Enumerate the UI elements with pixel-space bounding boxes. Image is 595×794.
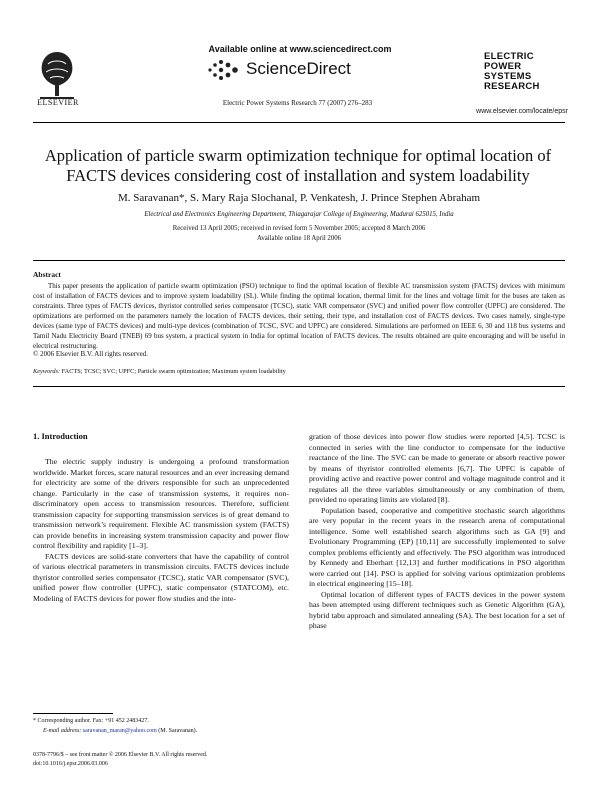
body-paragraph: The electric supply industry is undergoing a profound transformation worldwide. Market forces, scare natural resources and an ever increasing demand for electricity are some of the drivers responsible for such an unprecedented change. Particularly in the case of transmission systems, it requires non-discriminatory open access to transmission resources. Therefore, sufficient transmission capacity for supporting transmission services is of great demand to transmission network’s requirement. Flexible AC transmission system (FACTS) can provide benefits in increasing system transmission capacity and power flow control flexibility and rapidity [1–3]. xyxy=(33,457,289,550)
abstract-body: This paper presents the application of particle swarm optimization (PSO) technique to find the optimal location of flexible AC transmission system (FACTS) devices with minimum cost of installation of FACTS devices and to improve system loadability (SL). While finding the optimal location, thermal limit for the lines and voltage limit for the buses are taken as constraints. Three types of FACTS devices, thyristor controlled series compensator (TCSC), static VAR compensator (SVC) and unified power flow controller (UPFC) are considered. The optimizations are performed on the parameters namely the location of FACTS devices, their setting, their type, and installation cost of FACTS devices. Two cases namely, single-type devices (same type of FACTS devices) and multi-type devices (combination of TCSC, SVC and UPFC) are considered. Simulations are performed on IEEE 6, 30 and 118 bus systems and Tamil Nadu Electricity Board (TNEB) 69 bus system, a practical system in India for optimal location of FACTS devices. The results obtained are quite encouraging and will be useful in electrical restructuring. xyxy=(33,282,565,350)
author-affiliation: Electrical and Electronics Engineering Department, Thiagarajar College of Engineering, Madurai 625015, India xyxy=(144,211,454,218)
article-title: Application of particle swarm optimization technique for optimal location of FACTS devices considering cost of installation and system loadability xyxy=(44,146,552,185)
abstract-divider xyxy=(33,386,565,387)
body-paragraph: Optimal location of different types of FACTS devices in the power system has been attempted using different techniques such as Genetic Algorithm (GA), hybrid tabu approach and simulated annealing (SA). The best location for a set of phase xyxy=(309,589,565,630)
sciencedirect-wordmark: ScienceDirect xyxy=(246,59,351,78)
journal-logo-line: POWER xyxy=(484,61,522,72)
journal-logo-line: ELECTRIC xyxy=(484,51,534,62)
email-label: E-mail address: xyxy=(43,728,82,734)
sciencedirect-logo xyxy=(206,56,406,84)
publisher-name: ELSEVIER xyxy=(37,98,79,107)
available-online-text: Available online at www.sciencedirect.com xyxy=(208,44,392,54)
footnote-divider xyxy=(33,713,113,714)
journal-logo xyxy=(484,52,548,100)
received-dates: Received 13 April 2005; received in revised form 5 November 2005; accepted 8 March 2006 xyxy=(172,225,426,232)
abstract-copyright: © 2006 Elsevier B.V. All rights reserved. xyxy=(33,350,149,358)
corresponding-author-note: * Corresponding author. Fax: +91 452 2483427. xyxy=(33,718,149,724)
issn-line: 0378-7796/$ – see front matter © 2006 Elsevier B.V. All rights reserved. xyxy=(33,752,208,758)
email-link[interactable]: saravanan_maran@yahoo.com xyxy=(82,728,157,734)
journal-url-link[interactable]: www.elsevier.com/locate/epsr xyxy=(476,108,568,115)
abstract-heading: Abstract xyxy=(33,270,61,279)
body-paragraph: Population based, cooperative and competitive stochastic search algorithms are very popular in the recent years in the research arena of computational intelligence. Some well established search algorithms such as GA [9] and Evolutionary Programming (EP) [10,11] are successfully implemented to solve complex problems efficiently and effectively. The PSO algorithm was introduced by Kennedy and Eberhart [12,13] and further modifications in PSO algorithm were carried out [14]. PSO is applied for solving various optimization problems in electrical engineering [15–18]. xyxy=(309,505,565,588)
elsevier-tree-logo xyxy=(34,46,80,102)
online-date: Available online 18 April 2006 xyxy=(256,235,342,242)
right-column xyxy=(309,432,565,632)
journal-logo-line: SYSTEMS xyxy=(484,71,532,82)
header-divider xyxy=(33,122,565,123)
left-column xyxy=(33,457,289,604)
article-authors: M. Saravanan*, S. Mary Raja Slochanal, P. Venkatesh, J. Prince Stephen Abraham xyxy=(117,192,481,204)
email-note xyxy=(43,728,289,734)
doi-link[interactable]: doi:10.1016/j.epsr.2006.03.006 xyxy=(33,761,108,767)
journal-reference: Electric Power Systems Research 77 (2007) 276–283 xyxy=(222,99,373,107)
section-heading: 1. Introduction xyxy=(33,431,88,441)
sciencedirect-dots-icon xyxy=(206,58,242,82)
email-suffix: (M. Saravanan). xyxy=(158,728,198,734)
body-paragraph: gration of those devices into power flow studies were reported [4,5]. TCSC is connected in series with the line conductor to compensate for the inductive reactance of the line. The SVC can be made to generate or absorb reactive power by means of thyristor controlled elements [6,7]. The UPFC is capable of providing active and reactive power control and voltage magnitude control and it regulates all the three variables simultaneously or any combination of them, provided no operating limits are violated [8]. xyxy=(309,432,565,504)
body-paragraph: FACTS devices are solid-state converters that have the capability of control of various electrical parameters in transmission circuits. FACTS devices include thyristor controlled series compensator (TCSC), static VAR compensator (SVC), unified power flow controller (UPFC), static compensator (STATCOM), etc. Modeling of FACTS devices for power flow studies and the inte- xyxy=(33,551,289,603)
title-divider xyxy=(33,260,565,261)
keywords-list: FACTS; TCSC; SVC; UPFC; Particle swarm optimization; Maximum system loadability xyxy=(61,368,286,375)
keywords-label: Keywords: xyxy=(33,368,61,375)
journal-logo-line: RESEARCH xyxy=(484,81,540,92)
keywords-line xyxy=(33,368,565,375)
